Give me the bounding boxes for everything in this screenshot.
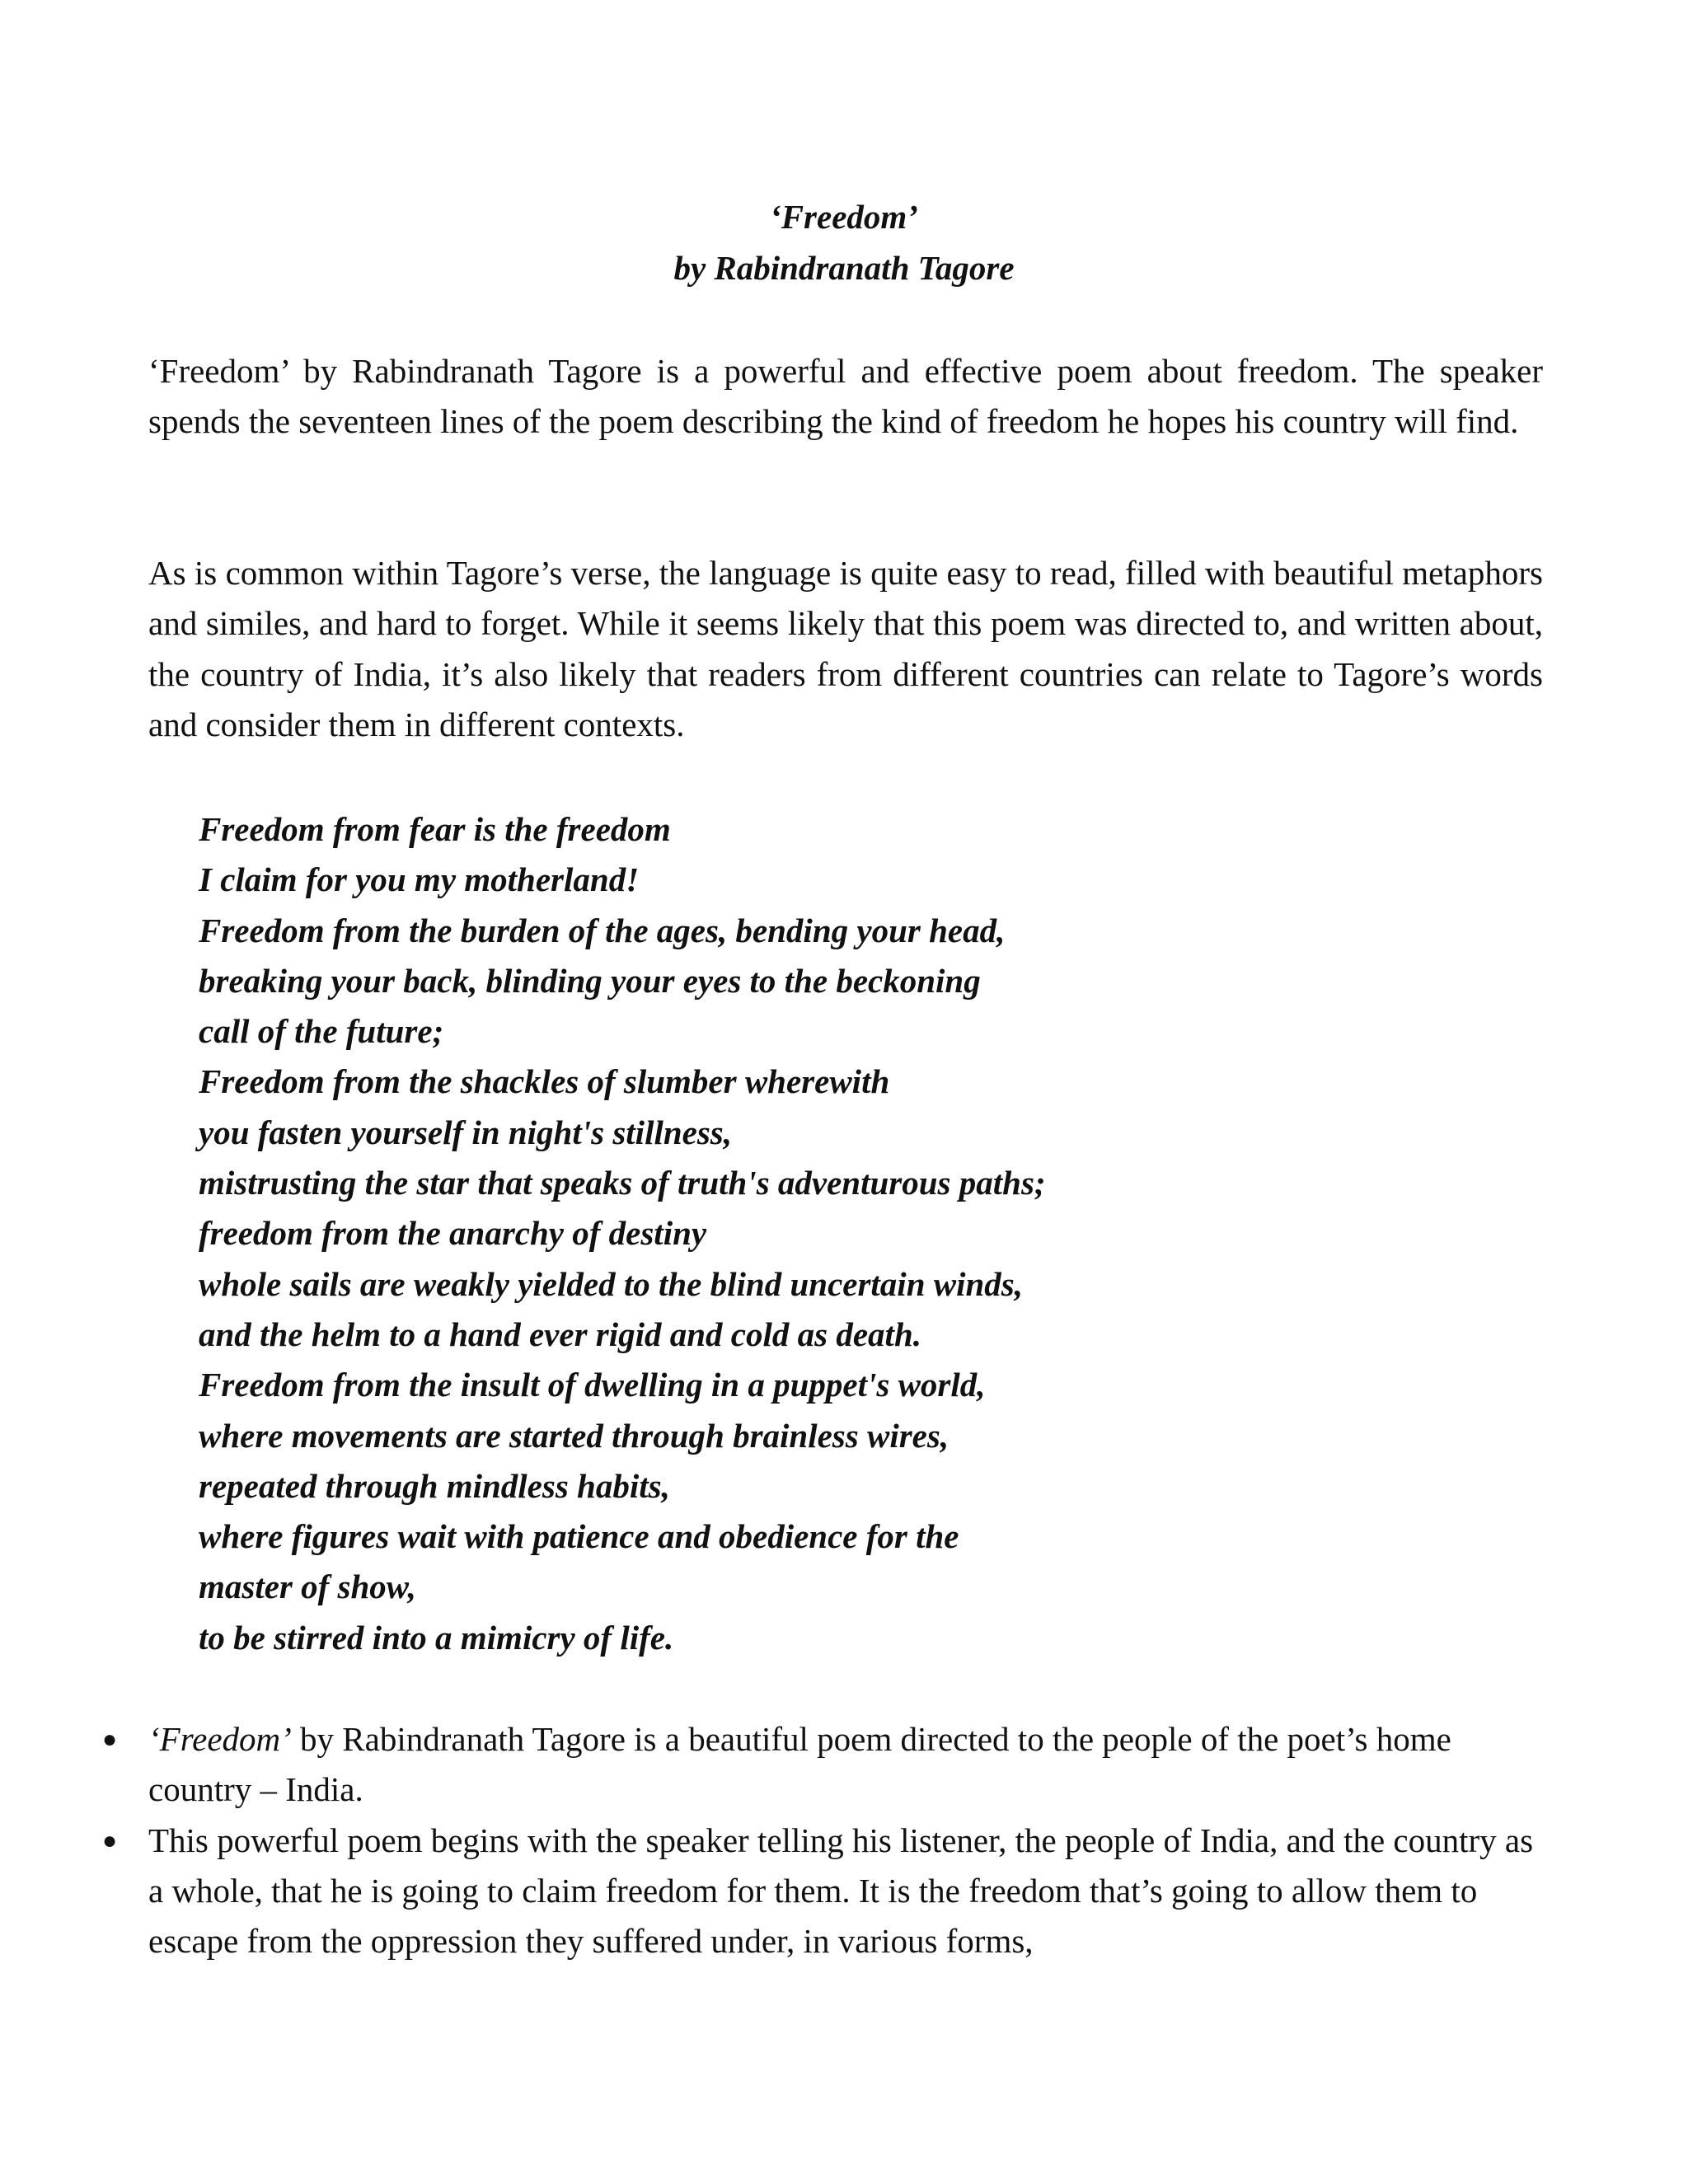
poem-line: breaking your back, blinding your eyes to the beckoning	[199, 961, 981, 1000]
poem-title: ‘Freedom’	[770, 198, 918, 236]
poem-line: master of show,	[199, 1568, 416, 1606]
poem-line: call of the future;	[199, 1012, 444, 1051]
poem-line: Freedom from the shackles of slumber wherewith	[199, 1062, 890, 1101]
context-paragraph: As is common within Tagore’s verse, the language is quite easy to read, filled with beautiful metaphors and similes, and hard to forget. While it seems likely that this poem was directed to, and written about, the country of India, it’s also likely that readers from different countries can relate to Tagore’s words and consider them in different contexts.	[148, 554, 1543, 743]
bullet-text: by Rabindranath Tagore is a beautiful poem directed to the people of the poet’s home country – India.	[148, 1720, 1451, 1809]
intro-paragraph: ‘Freedom’ by Rabindranath Tagore is a powerful and effective poem about freedom. The speaker spends the seventeen lines of the poem describing the kind of freedom he hopes his country will find.	[148, 352, 1543, 441]
poem-byline: by Rabindranath Tagore	[673, 249, 1015, 287]
poem-line: you fasten yourself in night's stillness,	[199, 1113, 733, 1151]
poem-line: freedom from the anarchy of destiny	[199, 1214, 707, 1253]
poem-line: to be stirred into a mimicry of life.	[199, 1618, 674, 1657]
bullet-item	[102, 1714, 1543, 1816]
bullet-icon: ●	[102, 1726, 118, 1753]
poem-line: and the helm to a hand ever rigid and cold as death.	[199, 1315, 921, 1353]
bullet-italic-title: ‘Freedom’	[148, 1720, 292, 1758]
poem-line: repeated through mindless habits,	[199, 1466, 670, 1505]
poem-line: where figures wait with patience and obedience for the	[199, 1517, 959, 1556]
poem-text	[199, 804, 1046, 1663]
poem-line: whole sails are weakly yielded to the blind uncertain winds,	[199, 1264, 1023, 1303]
bullet-icon: ●	[102, 1826, 118, 1854]
poem-line: where movements are started through brainless wires,	[199, 1416, 950, 1455]
poem-line: Freedom from fear is the freedom	[199, 810, 671, 848]
bullet-text: This powerful poem begins with the speaker telling his listener, the people of India, and the country as a whole, that he is going to claim freedom for them. It is the freedom that’s going to allow them to escape from the oppression they suffered under, in various forms,	[148, 1821, 1534, 1961]
summary-bullet-list	[0, 1714, 1688, 1966]
poem-line: I claim for you my motherland!	[199, 860, 640, 899]
title-block	[0, 191, 1688, 293]
poem-line: mistrusting the star that speaks of truth's adventurous paths;	[199, 1164, 1046, 1202]
bullet-item	[102, 1816, 1543, 1967]
poem-line: Freedom from the burden of the ages, bending your head,	[199, 911, 1006, 949]
poem-line: Freedom from the insult of dwelling in a puppet's world,	[199, 1366, 986, 1404]
